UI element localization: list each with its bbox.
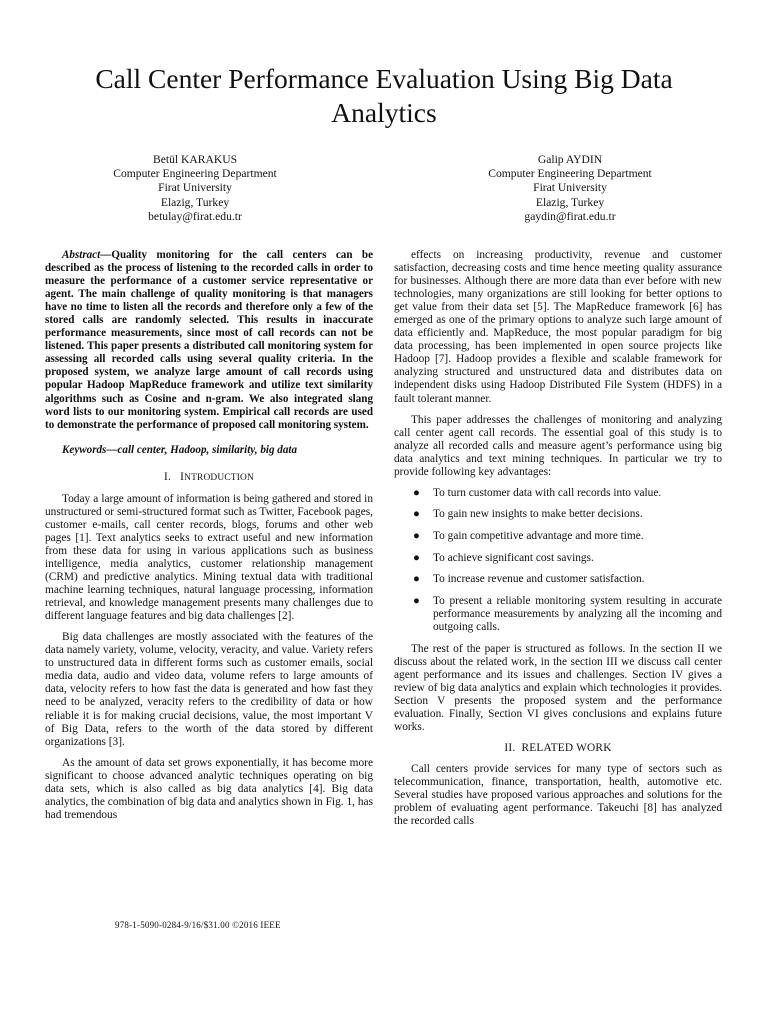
author-name: Galip AYDIN xyxy=(537,153,603,166)
copyright-footer: 978-1-5090-0284-9/16/$31.00 ©2016 IEEE xyxy=(115,920,281,930)
section-heading-introduction xyxy=(45,471,373,485)
bullet-icon: ● xyxy=(413,573,420,586)
author-university: Firat University xyxy=(158,181,232,195)
abstract xyxy=(45,249,373,432)
bullet-icon: ● xyxy=(413,551,420,564)
author-email: gaydin@firat.edu.tr xyxy=(524,209,616,223)
body-paragraph-3: The rest of the paper is structured as follows. In the section II we discuss about the related work, in the section III we discuss call center agent performance and its issues and challenges. Section IV gives a review of big data analytics and explain which technologies it provides. Section V presents the proposed system and the performance evaluation. Finally, Section VI gives conclusions and explains future works. xyxy=(394,642,722,734)
intro-paragraph-1: Today a large amount of information is being gathered and stored in unstructured or semi-structured format such as Twitter, Facebook pages, customer e-mails, call center records, blogs, forums and other web pages [1]. Text analytics seeks to extract useful and new information from these data for using in various applications such as business intelligence, media analytics, customer relationship management (CRM) and predictive analytics. Mining textual data with traditional machine learning techniques, natural language processing, information retrieval, and knowledge management presents many challenges due to different language features and big data challenges [2]. xyxy=(45,492,373,623)
list-item xyxy=(394,530,722,543)
list-item-text: To turn customer data with call records into value. xyxy=(433,486,662,499)
author-department: Computer Engineering Department xyxy=(488,167,652,181)
list-item-text: To increase revenue and customer satisfaction. xyxy=(433,573,645,586)
paper-title: Call Center Performance Evaluation Using Big Data Analytics xyxy=(95,63,673,128)
list-item xyxy=(394,508,722,521)
author-block-1 xyxy=(45,153,345,224)
section-title-rest: NTRODUCTION xyxy=(184,472,254,483)
left-column xyxy=(45,249,373,830)
list-item-text: To gain new insights to make better decisions. xyxy=(433,508,643,521)
right-column xyxy=(394,249,722,836)
author-university: Firat University xyxy=(533,181,607,195)
author-name: Betül KARAKUS xyxy=(152,153,238,166)
section-number: II. xyxy=(504,742,516,755)
bullet-icon: ● xyxy=(413,595,420,607)
section-heading-related-work xyxy=(394,742,722,755)
intro-paragraph-2: Big data challenges are mostly associated with the features of the data namely variety, volume, velocity, veracity, and value. Variety refers to unstructured data in different forms such as customer emails, social media data, audio and video data, volume refers to large amounts of data, velocity refers to how fast the data is generated and how fast they need to be analyzed, veracity refers to the credibility of data or how reliable it is for making crucial decisions, value, the most important V of Big Data, refers to the worth of the data stored by different organizations [3]. xyxy=(45,631,373,748)
list-item xyxy=(394,595,722,634)
bullet-icon: ● xyxy=(413,530,420,543)
list-item-text: To achieve significant cost savings. xyxy=(433,551,594,564)
advantages-list xyxy=(394,487,722,634)
abstract-body: Quality monitoring for the call centers can be described as the process of listening to the recorded calls in order to measure the performance of a customer service representative or agent. The main challenge of quality monitoring is that managers have no time to listen all the records and therefore only a few of the stored calls are randomly selected. This results in inaccurate performance measurements, since most of call records can not be listened. This paper presents a distributed call monitoring system for assessing all recorded calls using several quality criteria. In the proposed system, we analyze large amount of call records using popular Hadoop MapReduce framework and utilize text similarity algorithms such as Cosine and n-gram. We also integrated slang word lists to our monitoring system. Empirical call records are used to demonstrate the performance of proposed call monitoring system. xyxy=(45,249,373,431)
list-item xyxy=(394,487,722,500)
author-email: betulay@firat.edu.tr xyxy=(148,209,242,223)
bullet-icon: ● xyxy=(413,486,420,499)
section-title: RELATED WORK xyxy=(521,742,612,755)
author-block-2 xyxy=(420,153,720,224)
body-paragraph-1: effects on increasing productivity, revenue and customer satisfaction, decreasing costs and time hence meeting quality assurance for businesses. Although there are more data than ever before with new technologies, many organizations are still looking for better options to get value from their data set [5]. The MapReduce framework [6] has emerged as one of the primary options to analyze such large amount of data efficiently and. MapReduce, the most popular paradigm for big data processing, has been implemented in open source projects like Hadoop [7]. Hadoop provides a flexible and scalable framework for analyzing structured and unstructured data and distributes data on independent disks using Hadoop Distributed File System (HDFS) in a fault tolerant manner. xyxy=(394,249,722,405)
author-location: Elazig, Turkey xyxy=(535,195,605,209)
author-department: Computer Engineering Department xyxy=(113,167,277,181)
bullet-icon: ● xyxy=(413,508,420,521)
list-item-text: To gain competitive advantage and more time. xyxy=(433,530,644,543)
related-paragraph-1: Call centers provide services for many type of sectors such as telecommunication, finance, transportation, health, automotive etc. Several studies have proposed various approaches and solutions for the problem of evaluating agent performance. Takeuchi [8] has analyzed the recorded calls xyxy=(394,763,722,828)
author-location: Elazig, Turkey xyxy=(160,195,230,209)
abstract-lead: Abstract— xyxy=(62,249,112,261)
list-item-text: To present a reliable monitoring system resulting in accurate performance measurements by analyzing all the incoming and outgoing calls. xyxy=(433,595,722,634)
list-item xyxy=(394,552,722,565)
body-paragraph-2: This paper addresses the challenges of monitoring and analyzing call center agent call records. The essential goal of this study is to analyze all recorded calls and measure agent’s performance using big data analytics and text mining techniques. In particular we try to provide following key advantages: xyxy=(394,413,722,478)
keywords: Keywords—call center, Hadoop, similarity, big data xyxy=(62,443,298,456)
intro-paragraph-3: As the amount of data set grows exponentially, it has become more significant to choose advanced analytic techniques operating on big data sets, which is also called as big data analytics [4]. Big data analytics, the combination of big data and analytics shown in Fig. 1, has had tremendous xyxy=(45,756,373,821)
list-item xyxy=(394,573,722,586)
section-number: I. xyxy=(163,470,171,483)
section-title-initial: I xyxy=(180,470,185,483)
